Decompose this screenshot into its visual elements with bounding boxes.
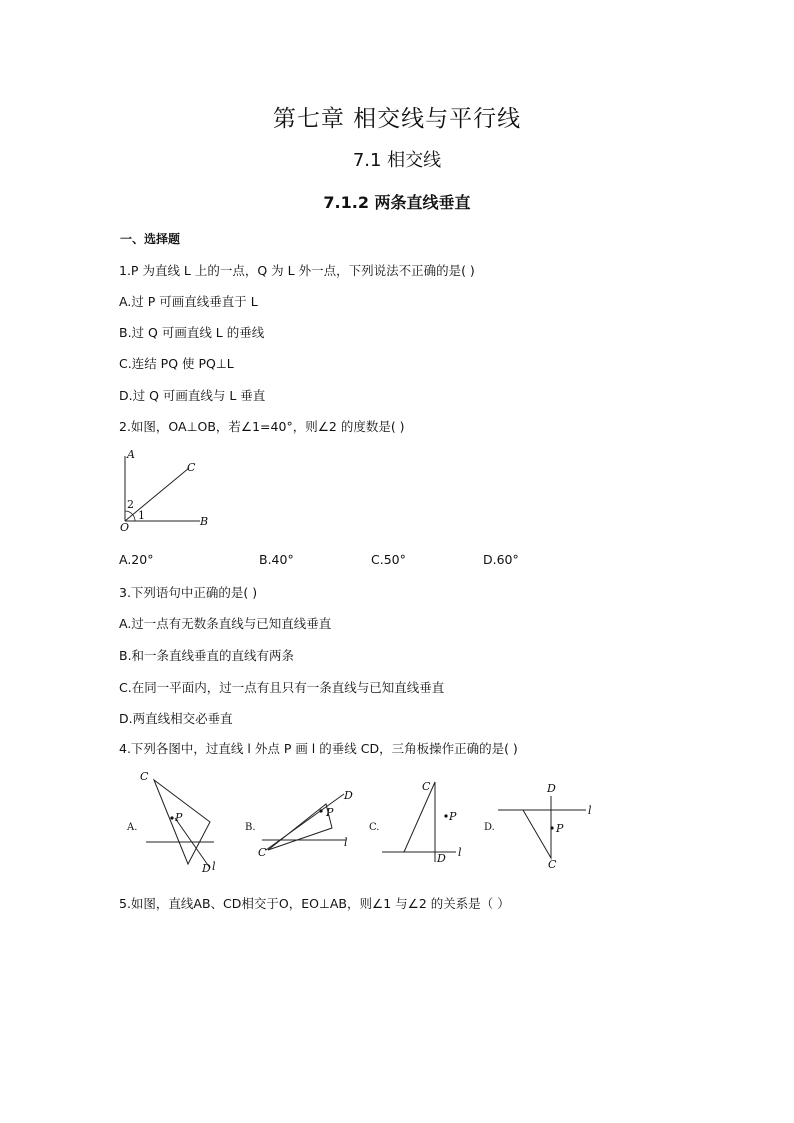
section-title: 7.1 相交线 — [352, 150, 442, 171]
q4-figure-b — [245, 789, 353, 859]
svg-text:C: C — [140, 770, 149, 783]
svg-text:D: D — [437, 852, 446, 865]
label-b: B — [200, 515, 209, 528]
svg-text:P: P — [326, 806, 334, 819]
svg-text:C: C — [422, 780, 431, 793]
q2-option-b: B.40° — [259, 552, 294, 567]
svg-text:P: P — [556, 822, 564, 835]
svg-text:P: P — [175, 811, 183, 824]
q1-option-d: D.过 Q 可画直线与 L 垂直 — [119, 388, 266, 403]
chapter-title: 第七章 相交线与平行线 — [272, 106, 522, 132]
q1-option-b: B.过 Q 可画直线 L 的垂线 — [119, 325, 265, 340]
q2-option-d: D.60° — [483, 552, 519, 567]
svg-text:l: l — [458, 846, 462, 859]
q4-figure-d — [484, 782, 592, 871]
q3-option-b: B.和一条直线垂直的直线有两条 — [119, 648, 295, 663]
q4-label-c: C. — [369, 822, 380, 833]
label-a: A — [127, 448, 135, 461]
label-o: O — [120, 521, 130, 532]
svg-text:D: D — [344, 789, 353, 802]
q2-figure — [112, 448, 212, 532]
q4-figure-c — [369, 780, 462, 865]
subsection-title: 7.1.2 两条直线垂直 — [323, 193, 471, 212]
q1-option-c: C.连结 PQ 使 PQ⊥L — [119, 356, 234, 371]
q2-stem: 2.如图，OA⊥OB，若∠1=40°，则∠2 的度数是( ) — [119, 419, 405, 434]
angle-2-arc — [125, 511, 133, 515]
ray-oc — [125, 468, 189, 521]
q2-option-a: A.20° — [119, 552, 154, 567]
svg-text:l: l — [588, 804, 592, 817]
q4-label-b: B. — [245, 822, 256, 833]
svg-text:D: D — [547, 782, 556, 795]
svg-text:l: l — [212, 860, 216, 873]
svg-text:C: C — [258, 846, 267, 859]
label-angle-1: 1 — [138, 509, 145, 522]
q4-label-d: D. — [484, 822, 495, 833]
q3-option-d: D.两直线相交必垂直 — [119, 711, 233, 726]
q5-stem: 5.如图，直线AB、CD相交于O，EO⊥AB，则∠1 与∠2 的关系是（ ） — [119, 896, 510, 911]
svg-text:l: l — [344, 836, 348, 849]
svg-text:D: D — [202, 862, 211, 875]
label-c: C — [187, 461, 196, 474]
label-angle-2: 2 — [127, 498, 134, 511]
q4-stem: 4.下列各图中，过直线 l 外点 P 画 l 的垂线 CD，三角板操作正确的是( ) — [119, 741, 518, 756]
svg-text:P: P — [449, 810, 457, 823]
q4-figures — [118, 768, 598, 878]
angle-1-arc — [133, 515, 135, 521]
q4-label-a: A. — [127, 822, 138, 833]
part-heading: 一、选择题 — [120, 232, 181, 246]
q2-option-c: C.50° — [371, 552, 406, 567]
q3-option-a: A.过一点有无数条直线与已知直线垂直 — [119, 616, 332, 631]
q4-figure-a — [126, 770, 216, 875]
q3-option-c: C.在同一平面内，过一点有且只有一条直线与已知直线垂直 — [119, 680, 445, 695]
q1-stem: 1.P 为直线 L 上的一点，Q 为 L 外一点，下列说法不正确的是( ) — [119, 263, 475, 278]
q1-option-a: A.过 P 可画直线垂直于 L — [119, 294, 258, 309]
svg-text:C: C — [548, 858, 557, 871]
q3-stem: 3.下列语句中正确的是( ) — [119, 585, 258, 600]
